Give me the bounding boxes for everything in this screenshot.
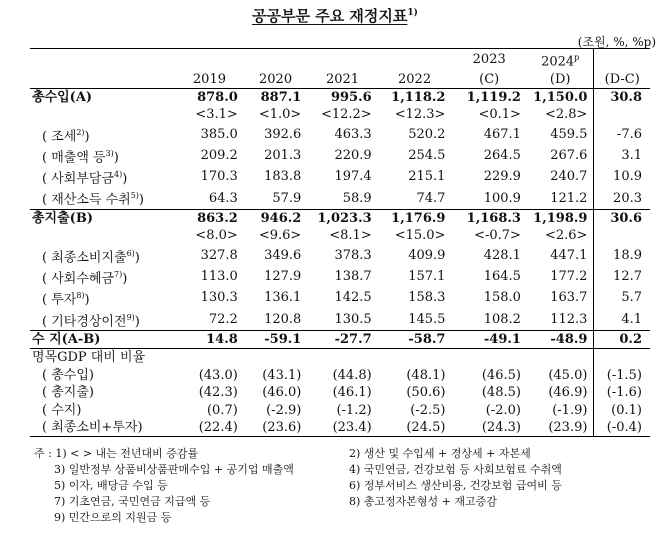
row-value: 72.2 [208, 311, 238, 327]
row-value: 467.1 [483, 126, 521, 142]
footnote-text: 주 : 1) < > 내는 전년대비 증감률 [34, 447, 199, 460]
row-label: ( 사회수혜금$^{7)}$) [42, 269, 128, 287]
row-value: <12.3> [394, 107, 446, 123]
row-value: (24.5) [378, 419, 452, 437]
row-label: ( 총지출) [42, 385, 94, 401]
table-row [30, 419, 650, 437]
row-label: ( 매출액 등$^{3)}$) [42, 148, 119, 166]
row-value: (50.6) [406, 385, 446, 401]
row-value: 1,118.2 [391, 89, 446, 105]
row-label: ( 최종소비+투자) [30, 419, 175, 437]
row-value: 1,119.2 [466, 89, 521, 105]
table-row [30, 367, 650, 384]
row-value: <2.8> [544, 107, 588, 123]
row-value: 878.0 [197, 89, 238, 105]
row-value: <0.1> [478, 107, 521, 123]
row-value: 392.6 [264, 126, 302, 142]
row-diff: 3.1 [594, 145, 650, 166]
row-value: 164.5 [483, 269, 521, 285]
row-value: (-2.9) [266, 402, 302, 418]
row-value: 157.1 [408, 269, 446, 285]
row-label: ( 투자$^{8)}$) [42, 291, 90, 308]
row-value [175, 349, 244, 367]
row-label [30, 106, 175, 123]
footnote-row [34, 446, 654, 462]
unit-label: (조원, %, %p) [577, 35, 656, 49]
table-row [30, 384, 650, 401]
row-value: 459.5 [550, 126, 588, 142]
row-label [30, 227, 175, 244]
row-value: 209.2 [200, 147, 238, 163]
row-value: 863.2 [175, 209, 244, 227]
row-value: (43.0) [198, 367, 238, 383]
row-value: (46.5) [481, 367, 521, 383]
row-value: 201.3 [264, 147, 302, 163]
row-value: 447.1 [550, 247, 588, 263]
row-value: (0.7) [206, 402, 238, 418]
row-value: 229.9 [483, 169, 521, 185]
row-label: 총수입(A) [32, 89, 93, 105]
row-value: (-1.2) [336, 402, 372, 418]
col-2021: 2021 [307, 70, 377, 88]
row-value: (46.9) [548, 385, 588, 401]
row-value: (44.8) [332, 367, 372, 383]
row-value [307, 349, 377, 367]
footnote-row [34, 494, 654, 510]
row-value: 197.4 [334, 169, 372, 185]
row-value: (45.0) [548, 367, 588, 383]
table-row [30, 349, 650, 367]
row-value: (23.6) [244, 419, 308, 437]
table-row [30, 187, 650, 209]
row-value: 108.2 [483, 311, 521, 327]
row-diff: (-1.6) [594, 384, 650, 401]
row-value: (23.9) [527, 419, 594, 437]
col-2022: 2022 [378, 70, 452, 88]
row-value: <2.6> [544, 228, 588, 244]
row-value: (48.1) [406, 367, 446, 383]
footnote-row [34, 462, 654, 478]
row-value: <1.0> [258, 107, 302, 123]
row-value [378, 349, 452, 367]
table-title [0, 5, 670, 26]
row-value: 58.9 [342, 190, 372, 206]
row-value: 138.7 [334, 269, 372, 285]
row-value: <9.6> [258, 228, 302, 244]
row-value: 327.8 [200, 247, 238, 263]
row-value: <8.0> [195, 228, 238, 244]
row-value: 121.2 [550, 190, 588, 206]
row-value: 520.2 [408, 126, 446, 142]
row-diff [594, 349, 650, 367]
table-body [30, 88, 650, 437]
row-diff: 4.1 [594, 309, 650, 331]
row-value: 1,168.3 [451, 209, 527, 227]
table-row [30, 309, 650, 331]
row-value: 183.8 [264, 169, 302, 185]
row-value: 1,198.9 [527, 209, 594, 227]
col-tag-d: (D) [527, 70, 594, 88]
row-value: 349.6 [264, 247, 302, 263]
row-diff [594, 106, 650, 123]
row-value [244, 349, 308, 367]
col-2024: 2024$^p$ [527, 49, 594, 71]
row-value: 113.0 [200, 269, 238, 285]
row-label: ( 조세$^{2)}$) [42, 127, 90, 144]
table-row [30, 106, 650, 123]
row-value: -48.9 [527, 330, 594, 348]
row-diff: 30.8 [594, 88, 650, 106]
row-label: 총지출(B) [30, 209, 175, 227]
row-diff: 18.9 [594, 245, 650, 266]
row-value: 1,023.3 [307, 209, 377, 227]
row-diff: 12.7 [594, 266, 650, 287]
row-value: 177.2 [550, 269, 588, 285]
col-2020: 2020 [244, 70, 308, 88]
row-value: 127.9 [264, 269, 302, 285]
row-diff: -7.6 [594, 124, 650, 145]
row-label: ( 기타경상이전$^{9)}$) [42, 312, 140, 329]
row-value: -49.1 [451, 330, 527, 348]
row-value: <15.0> [394, 228, 446, 244]
footnote-text: 6) 정부서비스 생산비용, 건강보험 급여비 등 [349, 479, 562, 492]
row-value: 136.1 [264, 290, 302, 306]
row-value: <3.1> [195, 107, 238, 123]
row-value: 267.6 [550, 147, 588, 163]
row-value: <12.2> [320, 107, 372, 123]
row-value: -59.1 [244, 330, 308, 348]
row-value: 158.3 [408, 290, 446, 306]
row-value: 57.9 [272, 190, 302, 206]
fiscal-indicator-table [30, 48, 650, 437]
row-label: ( 최종소비지출$^{6)}$) [42, 248, 140, 265]
table-row [30, 245, 650, 266]
table-row [30, 124, 650, 145]
row-value: 428.1 [483, 247, 521, 263]
row-value: 170.3 [200, 169, 238, 185]
footnotes [34, 446, 654, 526]
row-value: 254.5 [408, 147, 446, 163]
row-value: 946.2 [244, 209, 308, 227]
row-value: 112.3 [550, 311, 588, 327]
table-row [30, 287, 650, 308]
row-value: 163.7 [550, 290, 588, 306]
row-value: (-1.9) [552, 402, 588, 418]
title-footnote: 1) [407, 8, 418, 18]
row-value: 264.5 [483, 147, 521, 163]
row-value: 385.0 [200, 126, 238, 142]
table-row [30, 145, 650, 166]
footnote-text: 8) 총고정자본형성 + 재고증감 [349, 495, 497, 508]
title-text: 공공부문 주요 재정지표 [252, 7, 408, 25]
footnote-row [34, 478, 654, 494]
row-value: 240.7 [550, 169, 588, 185]
row-value: (43.1) [262, 367, 302, 383]
row-value: 1,150.0 [533, 89, 588, 105]
row-value: 158.0 [483, 290, 521, 306]
col-tag-c: (C) [451, 70, 527, 88]
row-value: (48.5) [481, 385, 521, 401]
footnote-text: 5) 이자, 배당금 수입 등 [54, 479, 168, 492]
row-label: ( 총수입) [42, 367, 94, 383]
row-value: (23.4) [307, 419, 377, 437]
row-label: ( 수지) [42, 402, 82, 418]
row-value: (46.0) [262, 385, 302, 401]
row-value: 378.3 [334, 247, 372, 263]
footnote-text: 2) 생산 및 수입세 + 경상세 + 자본세 [349, 447, 531, 460]
table-row [30, 330, 650, 348]
row-label: 수 지(A-B) [30, 330, 175, 348]
row-label: ( 사회부담금$^{4)}$) [42, 170, 128, 187]
table-row [30, 266, 650, 287]
row-value: 215.1 [408, 169, 446, 185]
row-value: <-0.7> [474, 228, 521, 244]
table-row [30, 209, 650, 227]
header-row-1 [30, 49, 650, 71]
row-value: 145.5 [408, 311, 446, 327]
row-value [451, 349, 527, 367]
col-2023: 2023 [451, 49, 527, 71]
row-value: <8.1> [329, 228, 372, 244]
row-value: 887.1 [260, 89, 302, 105]
row-diff: (-1.5) [594, 367, 650, 384]
row-diff: 10.9 [594, 166, 650, 187]
footnote-text: 7) 기초연금, 국민연금 지급액 등 [54, 495, 211, 508]
row-value: -58.7 [378, 330, 452, 348]
row-diff: (-0.4) [594, 419, 650, 437]
footnote-row [34, 510, 654, 526]
row-value: 409.9 [408, 247, 446, 263]
table-row [30, 88, 650, 106]
row-value: (42.3) [198, 385, 238, 401]
row-value: 130.5 [334, 311, 372, 327]
row-value: 130.3 [200, 290, 238, 306]
header-row-2 [30, 70, 650, 88]
table-row [30, 166, 650, 187]
row-value: 220.9 [334, 147, 372, 163]
row-value: 100.9 [483, 190, 521, 206]
row-value: (24.3) [451, 419, 527, 437]
footnote-text: 3) 일반정부 상품비상품판매수입 + 공기업 매출액 [54, 463, 294, 476]
row-value: (22.4) [175, 419, 244, 437]
col-2019: 2019 [175, 70, 244, 88]
row-diff [594, 227, 650, 244]
row-value [527, 349, 594, 367]
footnote-text: 4) 국민연금, 건강보험 등 사회보험료 수취액 [349, 463, 562, 476]
row-value: -27.7 [307, 330, 377, 348]
row-value: 1,176.9 [378, 209, 452, 227]
row-diff: 5.7 [594, 287, 650, 308]
row-value: 14.8 [175, 330, 244, 348]
col-diff: (D-C) [594, 70, 650, 88]
row-value: 463.3 [334, 126, 372, 142]
row-value: 995.6 [330, 89, 372, 105]
row-label: ( 재산소득 수취$^{5)}$) [42, 191, 144, 208]
footnote-text: 9) 민간으로의 지원금 등 [54, 511, 172, 524]
row-value: 64.3 [208, 190, 238, 206]
row-value: 142.5 [334, 290, 372, 306]
row-value: (-2.0) [485, 402, 521, 418]
row-value: (46.1) [332, 385, 372, 401]
row-diff: (0.1) [594, 401, 650, 418]
row-value: 120.8 [264, 311, 302, 327]
table-row [30, 401, 650, 418]
row-label: 명목GDP 대비 비율 [30, 349, 175, 367]
row-diff: 20.3 [594, 187, 650, 209]
row-value: 74.7 [416, 190, 446, 206]
row-diff: 30.6 [594, 209, 650, 227]
table-row [30, 227, 650, 244]
row-value: (-2.5) [410, 402, 446, 418]
row-diff: 0.2 [594, 330, 650, 348]
